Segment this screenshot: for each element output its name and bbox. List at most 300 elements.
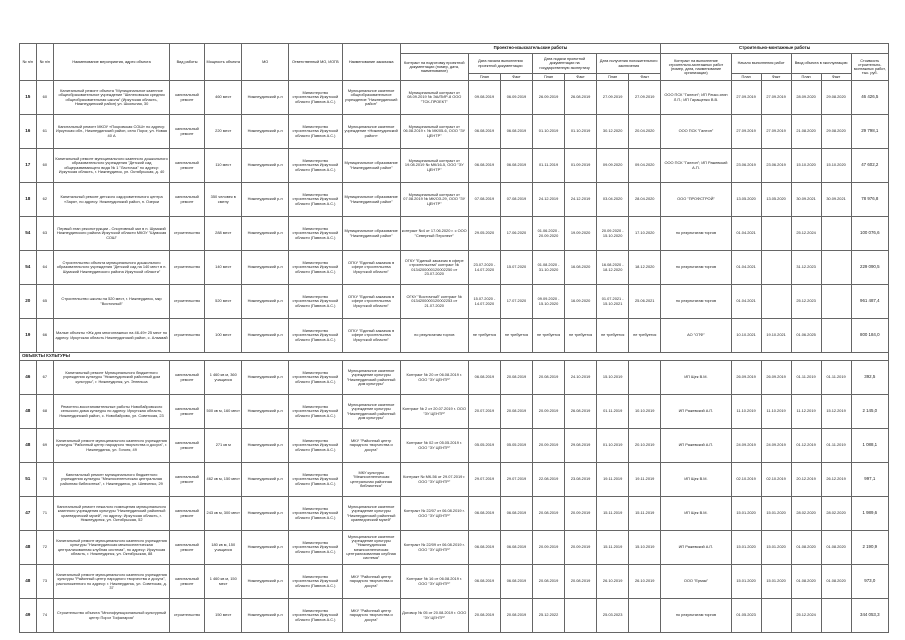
cell-expert-fact: 24.12.2019 (565, 183, 597, 217)
cell-cost: 29 798,1 (851, 115, 888, 149)
cell-type: строительство (169, 285, 204, 319)
cell-expert-plan: 20.09.2019 (533, 395, 565, 429)
cell-commission-plan: 01.08.2020 (791, 565, 821, 599)
cell-pd-plan: не требуется (468, 319, 500, 353)
cell-responsible: Министерство строительства Иркутской области (Павлов А.С.) (288, 319, 342, 353)
table-header (20, 44, 889, 81)
cell-commission-fact: 01.11.2019 (821, 361, 851, 395)
cell-mo: Нижнеудинский р-н (242, 217, 289, 251)
cell-mo: Нижнеудинский р-н (242, 395, 289, 429)
cell-responsible: Министерство строительства Иркутской области (Павлов А.С.) (288, 115, 342, 149)
cell-num: 20 (20, 285, 37, 319)
cell-cost: 392,5 (851, 361, 888, 395)
cell-result-plan: 01.11.2019 (597, 395, 629, 429)
cell-type: капитальный ремонт (169, 183, 204, 217)
table-row (20, 319, 889, 353)
cell-expert-plan: 24.12.2019 (533, 183, 565, 217)
table-row (20, 497, 889, 531)
cell-customer: ОГКУ "Единый заказчик в сфере строительства Иркутской области" (342, 319, 400, 353)
cell-name: Ремонтно-восстановительные работы Новобайровского сельского дома культуры по адресу: Иркутская область, Нижнеудинский район, с. Новобайрово, ул. Советская, 23 (54, 395, 170, 429)
cell-result-fact: не требуется (629, 319, 661, 353)
cell-pd-fact: 20.08.2019 (500, 395, 532, 429)
cell-num-svod: 65 (36, 285, 54, 319)
cell-num-svod: 63 (36, 217, 54, 251)
cell-customer: МКУ "Районный центр народного творчества и досуга" (342, 429, 400, 463)
cell-mo: Нижнеудинский р-н (242, 149, 289, 183)
cell-expert-plan: 26.09.2019 (533, 81, 565, 115)
cell-commission-plan: 01.12.2019 (791, 429, 821, 463)
cell-result-fact: 09.04.2020 (629, 149, 661, 183)
cell-name: Капитальный ремонт детского оздоровительного центра «Заря», по адресу: Нижнеудинский район, п. Озерки (54, 183, 170, 217)
cell-pd-plan: 07.08.2019 (468, 183, 500, 217)
cell-num: 17 (20, 149, 37, 183)
cell-start-plan: 15.01.2020 (731, 565, 761, 599)
cell-start-fact: 27.09.2019 (761, 115, 791, 149)
cell-pd-fact: не требуется (500, 319, 532, 353)
cell-commission-plan: 11.12.2019 (791, 395, 821, 429)
cell-contract-pir: Контракт № 22/09 от 06.08.2019 г. ООО "ЗУ ЦЕНТР" (400, 531, 468, 565)
cell-pd-plan: 09.08.2019 (468, 81, 500, 115)
col-header-expert-date: Дата подачи проектной документации на государственную экспертизу (533, 54, 597, 74)
cell-commission-plan: 28.02.2020 (791, 497, 821, 531)
cell-mo: Нижнеудинский р-н (242, 285, 289, 319)
cell-start-fact (761, 285, 791, 319)
cell-start-fact: 11.10.2019 (761, 395, 791, 429)
sub-header-fact: Факт (565, 74, 597, 81)
cell-pd-fact: 20.08.2019 (500, 361, 532, 395)
cell-responsible: Министерство строительства Иркутской области (Павлов А.С.) (288, 285, 342, 319)
cell-start-plan: 13.05.2020 (731, 183, 761, 217)
cell-responsible: Министерство строительства Иркутской области (Павлов А.С.) (288, 183, 342, 217)
cell-responsible: Министерство строительства Иркутской области (Павлов А.С.) (288, 463, 342, 497)
cell-commission-plan: 30.09.2021 (791, 183, 821, 217)
cell-num-svod: 73 (36, 565, 54, 599)
cell-num: 48 (20, 429, 37, 463)
cell-result-plan: 27.09.2019 (597, 81, 629, 115)
cell-mo: Нижнеудинский р-н (242, 319, 289, 353)
sub-header-fact: Факт (761, 74, 791, 81)
table-row (20, 395, 889, 429)
cell-expert-plan: 20.09.2019 (533, 429, 565, 463)
cell-commission-fact: 01.08.2020 (821, 565, 851, 599)
cell-start-plan: 11.10.2019 (731, 395, 761, 429)
cell-num-svod: 61 (36, 115, 54, 149)
cell-num-svod: 67 (36, 361, 54, 395)
cell-type: капитальный ремонт (169, 565, 204, 599)
cell-customer: ОГКУ "Единый заказчик в сфере строительства Иркутской области" (342, 285, 400, 319)
cell-contract-pir: Муниципальный контракт от 19.08.2019 № МК/16-5, ООО "ЗУ ЦЕНТР" (400, 149, 468, 183)
cell-expert-plan: 22.08.2019 (533, 463, 565, 497)
cell-expert-plan: 01.11.2019 (533, 149, 565, 183)
cell-start-fact: 19.10.2021 (761, 319, 791, 353)
cell-mo: Нижнеудинский р-н (242, 565, 289, 599)
cell-contract-smr: ИП Ражевский А.П. (661, 531, 731, 565)
cell-start-plan: 27.09.2019 (731, 115, 761, 149)
cell-result-plan: 09.09.2020 (597, 149, 629, 183)
cell-responsible: Министерство строительства Иркутской области (Павлов А.С.) (288, 251, 342, 285)
cell-pd-plan: 29.07.2019 (468, 463, 500, 497)
cell-mo: Нижнеудинский р-н (242, 599, 289, 633)
cell-commission-fact: 29.08.2020 (821, 81, 851, 115)
cell-pd-fact: 07.08.2019 (500, 183, 532, 217)
cell-num-svod: 72 (36, 531, 54, 565)
cell-customer: Муниципальное образование "Нижнеудинский район" (342, 217, 400, 251)
cell-cost: 1 989,6 (851, 497, 888, 531)
cell-result-plan: 15.11.2019 (597, 531, 629, 565)
cell-expert-fact: 26.08.2019 (565, 395, 597, 429)
sub-header-plan: План (791, 74, 821, 81)
cell-type: строительство (169, 251, 204, 285)
cell-start-fact: 13.05.2020 (761, 183, 791, 217)
cell-commission-plan: 01.08.2020 (791, 531, 821, 565)
cell-pd-fact: 17.06.2020 (500, 217, 532, 251)
cell-pd-plan: 20.07.2019 (468, 395, 500, 429)
cell-type: строительство (169, 599, 204, 633)
cell-start-plan: 01.05.2023 (731, 599, 761, 633)
cell-num: 15 (20, 81, 37, 115)
col-header-capacity: Мощность объекта (205, 44, 242, 81)
cell-expert-plan: не требуется (533, 319, 565, 353)
cell-customer: Муниципальное казенное учреждение культуры "Нижнеудинская межпоселенческая централизованная клубная система" (342, 531, 400, 565)
sub-header-plan: План (468, 74, 500, 81)
cell-commission-fact: 28.02.2020 (821, 497, 851, 531)
cell-expert-fact: 16.09.2020 (565, 285, 597, 319)
cell-num: 18 (20, 183, 37, 217)
cell-name: Капитальный ремонт нежилого помещения муниципального казенного учреждения культуры "Нижнеудинский районный краеведческий музей", по адресу: Иркутская область, г. Нижнеудинск, ул. Октябрьская, 52 (54, 497, 170, 531)
cell-num-svod: 69 (36, 429, 54, 463)
cell-capacity: 288 мест (205, 217, 242, 251)
cell-result-fact: 20.10.2019 (629, 429, 661, 463)
cell-pd-fact: 06.08.2019 (500, 531, 532, 565)
table-row (20, 599, 889, 633)
cell-commission-fact: 01.08.2020 (821, 531, 851, 565)
cell-contract-smr: ООО ПСК "Галеон"; ИП Рачко-ягин Л.П.; ИП Гаращенко В.В. (661, 81, 731, 115)
cell-result-plan: 25.03.2023 (597, 599, 629, 633)
cell-num: 19 (20, 319, 37, 353)
cell-contract-pir: ОГКУ "Единый заказчик в сфере строительства" контракт № 0134200000120002250 от 23.07.2020 (400, 251, 468, 285)
cell-pd-fact: 06.08.2019 (500, 565, 532, 599)
cell-cost: 2 145,0 (851, 395, 888, 429)
cell-name: Строительство объекта муниципального дошкольного образовательного учреждения "Детский сад на 140 мест в п. Шумский Нижнеудинского района Иркутской области" (54, 251, 170, 285)
cell-mo: Нижнеудинский р-н (242, 115, 289, 149)
cell-commission-fact: 15.10.2020 (821, 149, 851, 183)
cell-capacity: 271 кв м (205, 429, 242, 463)
cell-contract-pir: ОГКУ "Восточный" контракт № 0134200000120002253 от 21.07.2020 (400, 285, 468, 319)
cell-commission-plan: 20.12.2019 (791, 463, 821, 497)
cell-num-svod: 74 (36, 599, 54, 633)
cell-result-plan: 16.08.2020 - 18.12.2020 (597, 251, 629, 285)
cell-expert-plan: 25.12.2022 (533, 599, 565, 633)
cell-name: Капитальный ремонт муниципального бюджетного учреждения культуры "Межпоселенческая центральная районная библиотека", г. Нижнеудинск, ул. Шевченко, 29 (54, 463, 170, 497)
cell-capacity: 140 мест (205, 251, 242, 285)
cell-result-plan: 03.04.2020 (597, 183, 629, 217)
cell-expert-fact: 29.08.2019 (565, 429, 597, 463)
col-header-contract-pir: Контракт на подготовку проектной документации (номер, дата, наименование) (400, 54, 468, 81)
cell-mo: Нижнеудинский р-н (242, 429, 289, 463)
cell-num: 46 (20, 361, 37, 395)
cell-start-fact: 15.01.2020 (761, 565, 791, 599)
group-header-construction: Строительно-монтажные работы (661, 44, 889, 54)
cell-mo: Нижнеудинский р-н (242, 81, 289, 115)
cell-capacity: 1 460 кв м, 150 мест (205, 565, 242, 599)
table-row (20, 183, 889, 217)
cell-expert-plan: 09.09.2020 - 15.10.2020 (533, 285, 565, 319)
cell-cost: 1 088,1 (851, 429, 888, 463)
cell-start-plan: 15.01.2020 (731, 531, 761, 565)
cell-name: Капитальный ремонт муниципального казенного учреждения культуры "Нижнеудинская межпоселенческая централизованная клубная система", по адресу: Иркутская область, г. Нижнеудинск, ул. Октябрьская, 88 (54, 531, 170, 565)
cell-contract-pir: Контракт № 20 от 06.08.2019 г. ООО "ЗУ ЦЕНТР" (400, 361, 468, 395)
table-body (20, 81, 889, 633)
cell-contract-smr: ИП Щек В.М. (661, 463, 731, 497)
cell-result-plan: 01.10.2019 (597, 429, 629, 463)
cell-cost: 78 976,8 (851, 183, 888, 217)
cell-type: капитальный ремонт (169, 81, 204, 115)
cell-capacity: 180 кв м, 150 учащихся (205, 531, 242, 565)
cell-contract-smr: ИП Щек В.М. (661, 361, 731, 395)
cell-commission-fact (821, 319, 851, 353)
cell-type: капитальный ремонт (169, 149, 204, 183)
cell-type: капитальный ремонт (169, 429, 204, 463)
cell-name: Малые объекты «Жк для многоэтажных на 46-49» 25 мест по адресу: Иркутская область Нижнеудинский район, с. Алзамай (54, 319, 170, 353)
cell-capacity: 350 человек в смену (205, 183, 242, 217)
cell-num-svod: 64 (36, 251, 54, 285)
table-row (20, 361, 889, 395)
cell-capacity: 110 мест (205, 149, 242, 183)
cell-type: строительство (169, 319, 204, 353)
cell-commission-plan: 01.11.2019 (791, 361, 821, 395)
sub-header-plan: План (597, 74, 629, 81)
cell-name: Строительство объекта "Многофункциональный культурный центр Порог Тофалария" (54, 599, 170, 633)
cell-start-plan: 24.09.2019 (731, 429, 761, 463)
cell-cost: 800 184,0 (851, 319, 888, 353)
cell-commission-fact (821, 217, 851, 251)
cell-name: Капитальный ремонт муниципального казенного учреждения культуры "Районный центр народного творчества и досуга", расположенного по адресу: г. Нижнеудинск, ул. Советская, д. 37 (54, 565, 170, 599)
cell-start-plan: 01.04.2021 (731, 217, 761, 251)
col-header-pd-date: Дата начала выполнения проектной документации (468, 54, 532, 74)
cell-contract-smr: АО "ОТФ" (661, 319, 731, 353)
cell-cost: 973,0 (851, 565, 888, 599)
cell-start-fact: 15.01.2020 (761, 531, 791, 565)
cell-contract-pir: Контракт № 2 от 20.07.2019 г. ООО "ЗУ ЦЕНТР" (400, 395, 468, 429)
cell-start-fact: 27.09.2019 (761, 81, 791, 115)
table-row (20, 217, 889, 251)
cell-contract-smr: по результатам торгов (661, 251, 731, 285)
cell-capacity: 462 кв м, 150 мест (205, 463, 242, 497)
cell-result-fact: 25.06.2021 (629, 285, 661, 319)
cell-type: строительство (169, 217, 204, 251)
cell-responsible: Министерство строительства Иркутской области (Павлов А.С.) (288, 531, 342, 565)
col-header-commission: Ввод объекта в эксплуатацию (791, 54, 851, 74)
cell-result-plan: 26.10.2019 (597, 565, 629, 599)
cell-start-fact: 26.09.2019 (761, 361, 791, 395)
cell-pd-plan: 29.05.2020 (468, 217, 500, 251)
cell-expert-fact: 16.08.2020 (565, 251, 597, 285)
cell-pd-fact: 05.05.2019 (500, 429, 532, 463)
cell-start-plan: 10.10.2021 (731, 319, 761, 353)
cell-mo: Нижнеудинский р-н (242, 531, 289, 565)
cell-expert-fact: 24.10.2019 (565, 361, 597, 395)
cell-commission-fact: 01.11.2019 (821, 429, 851, 463)
cell-contract-pir: Муниципальный контракт от 07.08.2019 № МК/ОЗ-29, ООО "ЗУ ЦЕНТР" (400, 183, 468, 217)
cell-commission-plan: 28.09.2020 (791, 81, 821, 115)
cell-result-fact: 20.04.2020 (629, 115, 661, 149)
cell-contract-smr: ООО ПСК "Галеон"; ИП Ражевский А.П. (661, 149, 731, 183)
cell-num-svod: 62 (36, 183, 54, 217)
cell-result-fact: 27.09.2019 (629, 81, 661, 115)
cell-start-plan: 27.09.2019 (731, 81, 761, 115)
cell-pd-plan: 06.08.2019 (468, 361, 500, 395)
cell-mo: Нижнеудинский р-н (242, 251, 289, 285)
cell-type: капитальный ремонт (169, 361, 204, 395)
cell-num-svod: 60 (36, 81, 54, 115)
cell-expert-fact: 20.09.2019 (565, 531, 597, 565)
col-header-mo: МО (242, 44, 289, 81)
cell-type: капитальный ремонт (169, 497, 204, 531)
cell-expert-plan: 01.10.2019 (533, 115, 565, 149)
cell-pd-fact: 06.09.2019 (500, 81, 532, 115)
cell-mo: Нижнеудинский р-н (242, 361, 289, 395)
cell-expert-fact: 19.09.2020 (565, 217, 597, 251)
group-header-project: Проектно-изыскательские работы (400, 44, 661, 54)
col-header-customer: Наименование заказчика (342, 44, 400, 81)
cell-contract-pir: Муниципальный контракт от 06.08.2019 г. № МК/05-6, ООО "ЗУ ЦЕНТР" (400, 115, 468, 149)
cell-start-fact: 23.06.2019 (761, 149, 791, 183)
cell-result-fact: 15.10.2019 (629, 531, 661, 565)
cell-name: Первый этап реконструкции - Спортивный зал в п. Шумский Нижнеудинского района Иркутской области МКОУ "Шумская СОШ" (54, 217, 170, 251)
cell-result-fact: 19.11.2019 (629, 463, 661, 497)
cell-result-fact: 26.10.2019 (629, 565, 661, 599)
cell-num: 48 (20, 395, 37, 429)
cell-num: 54 (20, 217, 37, 251)
cell-name: Капитальный ремонт объекта "Муниципальное казенное общеобразовательное учреждение "Шелеховская средняя общеобразовательная школа" (Иркутская область, Нижнеудинский район) ул. Школьная, 30 (54, 81, 170, 115)
cell-customer: Муниципальное казенное учреждение культуры "Нижнеудинский районный дом культуры" (342, 361, 400, 395)
cell-name: Строительство школы на 520 мест, г. Нижнеудинск, мкр "Восточный" (54, 285, 170, 319)
table-row (20, 285, 889, 319)
cell-customer: МКУ культуры "Межпоселенческая центральная районная библиотека" (342, 463, 400, 497)
cell-result-fact: 28.04.2020 (629, 183, 661, 217)
cell-capacity: 1 460 кв м, 360 учащихся (205, 361, 242, 395)
cell-num-svod: 71 (36, 497, 54, 531)
cell-responsible: Министерство строительства Иркутской области (Павлов А.С.) (288, 361, 342, 395)
cell-pd-plan: 06.08.2019 (468, 531, 500, 565)
table-row (20, 531, 889, 565)
col-header-num: № п/п (20, 44, 37, 81)
section-row (20, 353, 889, 361)
cell-capacity: 520 мест (205, 285, 242, 319)
cell-pd-plan: 15.07.2020 - 14.07.2020 (468, 285, 500, 319)
cell-num: 49 (20, 599, 37, 633)
cell-result-plan: 20.09.2020 - 15.10.2020 (597, 217, 629, 251)
cell-pd-fact: 29.07.2019 (500, 463, 532, 497)
sub-header-plan: План (533, 74, 565, 81)
cell-commission-fact: 26.12.2019 (821, 463, 851, 497)
cell-result-fact: 17.10.2020 (629, 217, 661, 251)
cell-pd-plan: 05.05.2019 (468, 429, 500, 463)
cell-start-plan: 02.10.2019 (731, 463, 761, 497)
cell-contract-smr: ООО "ПРОФСТРОЙ" (661, 183, 731, 217)
sub-header-fact: Факт (629, 74, 661, 81)
col-header-type: Вид работы (169, 44, 204, 81)
table-row (20, 115, 889, 149)
cell-num: 48 (20, 531, 37, 565)
cell-commission-fact (821, 285, 851, 319)
cell-cost: 2 190,9 (851, 531, 888, 565)
cell-capacity: 220 мест (205, 115, 242, 149)
cell-contract-smr: по результатам торгов (661, 217, 731, 251)
cell-result-fact (629, 361, 661, 395)
cell-type: капитальный ремонт (169, 463, 204, 497)
cell-customer: Муниципальное образование "Нижнеудинский район" (342, 149, 400, 183)
cell-expert-fact: 20.09.2019 (565, 497, 597, 531)
cell-expert-fact: 26.08.2019 (565, 81, 597, 115)
cell-start-plan: 23.06.2019 (731, 149, 761, 183)
cell-expert-fact (565, 599, 597, 633)
cell-num-svod: 70 (36, 463, 54, 497)
cell-num-svod: 60 (36, 149, 54, 183)
cell-expert-fact: 01.09.2019 (565, 149, 597, 183)
cell-pd-plan: 06.08.2019 (468, 497, 500, 531)
cell-contract-pir: Контракт № 16 от 06.08.2019 г. ООО "ЗУ ЦЕНТР" (400, 565, 468, 599)
cell-name: Капитальный ремонт МКОУ «Покровская СОШ» по адресу: Иркутская обл., Нижнеудинский район, село Порог, ул. Новая 40 А (54, 115, 170, 149)
cell-pd-plan: 06.08.2019 (468, 115, 500, 149)
cell-result-plan: 15.11.2019 (597, 497, 629, 531)
cell-responsible: Министерство строительства Иркутской области (Павлов А.С.) (288, 217, 342, 251)
cell-customer: Муниципальное казенное учреждение «Нижнеудинский район» (342, 115, 400, 149)
cell-start-plan: 01.04.2021 (731, 251, 761, 285)
cell-result-plan: не требуется (597, 319, 629, 353)
cell-contract-pir: Муниципальный контракт от 08.09.2019 № ЭА/ПИР-8 ООО "ТСК-ПРОЕКТ" (400, 81, 468, 115)
cell-customer: Муниципальное казенное учреждение культуры "Нижнеудинский районный краеведческий музей" (342, 497, 400, 531)
cell-start-plan: 01.04.2021 (731, 285, 761, 319)
cell-responsible: Министерство строительства Иркутской области (Павлов А.С.) (288, 149, 342, 183)
cell-cost: 46 426,5 (851, 81, 888, 115)
cell-commission-plan: 25.12.2024 (791, 599, 821, 633)
cell-contract-smr: по результатам торгов (661, 285, 731, 319)
cell-result-fact (629, 599, 661, 633)
cell-contract-pir: по результатам торгов (400, 319, 468, 353)
cell-expert-plan: 20.09.2019 (533, 531, 565, 565)
col-header-num-svod: № п/п (36, 44, 54, 81)
cell-start-fact (761, 599, 791, 633)
col-header-contract-smr: Контракт на выполнение строительно-монтажных работ (номер, дата, наименование организации) (661, 54, 731, 81)
cell-start-plan: 15.01.2020 (731, 497, 761, 531)
cell-pd-plan: 23.07.2020 - 14.07.2020 (468, 251, 500, 285)
cell-pd-plan: 06.08.2019 (468, 149, 500, 183)
cell-commission-plan: 21.08.2020 (791, 115, 821, 149)
cell-capacity: 460 мест (205, 81, 242, 115)
cell-start-fact: 15.01.2020 (761, 497, 791, 531)
cell-commission-plan: 25.12.2024 (791, 217, 821, 251)
col-header-responsible: Ответственный МО, ИОГВ (288, 44, 342, 81)
cell-contract-smr: ИП Ражевский А.П. (661, 395, 731, 429)
cell-result-plan: 15.10.2019 (597, 361, 629, 395)
sub-header-fact: Факт (500, 74, 532, 81)
cell-num: 51 (20, 463, 37, 497)
cell-num: 47 (20, 497, 37, 531)
objects-table (19, 43, 889, 633)
col-header-expert-result: Дата получения положительного заключения (597, 54, 661, 74)
cell-expert-plan: 01.06.2020 - 20.09.2020 (533, 217, 565, 251)
cell-capacity: 500 кв м, 160 мест (205, 395, 242, 429)
cell-customer: Муниципальное образование "Нижнеудинский район" (342, 183, 400, 217)
cell-commission-plan: 15.10.2020 (791, 149, 821, 183)
cell-cost: 100 076,6 (851, 217, 888, 251)
cell-commission-plan: 25.12.2023 (791, 285, 821, 319)
cell-capacity: 243 кв м, 300 мест (205, 497, 242, 531)
cell-type: капитальный ремонт (169, 395, 204, 429)
cell-contract-pir: контракт №4 от 17.06.2020 г. с ООО "Северный Перспект" (400, 217, 468, 251)
cell-contract-pir: Контракт № 22/07 от 06.08.2019 г. ООО "ЗУ ЦЕНТР" (400, 497, 468, 531)
